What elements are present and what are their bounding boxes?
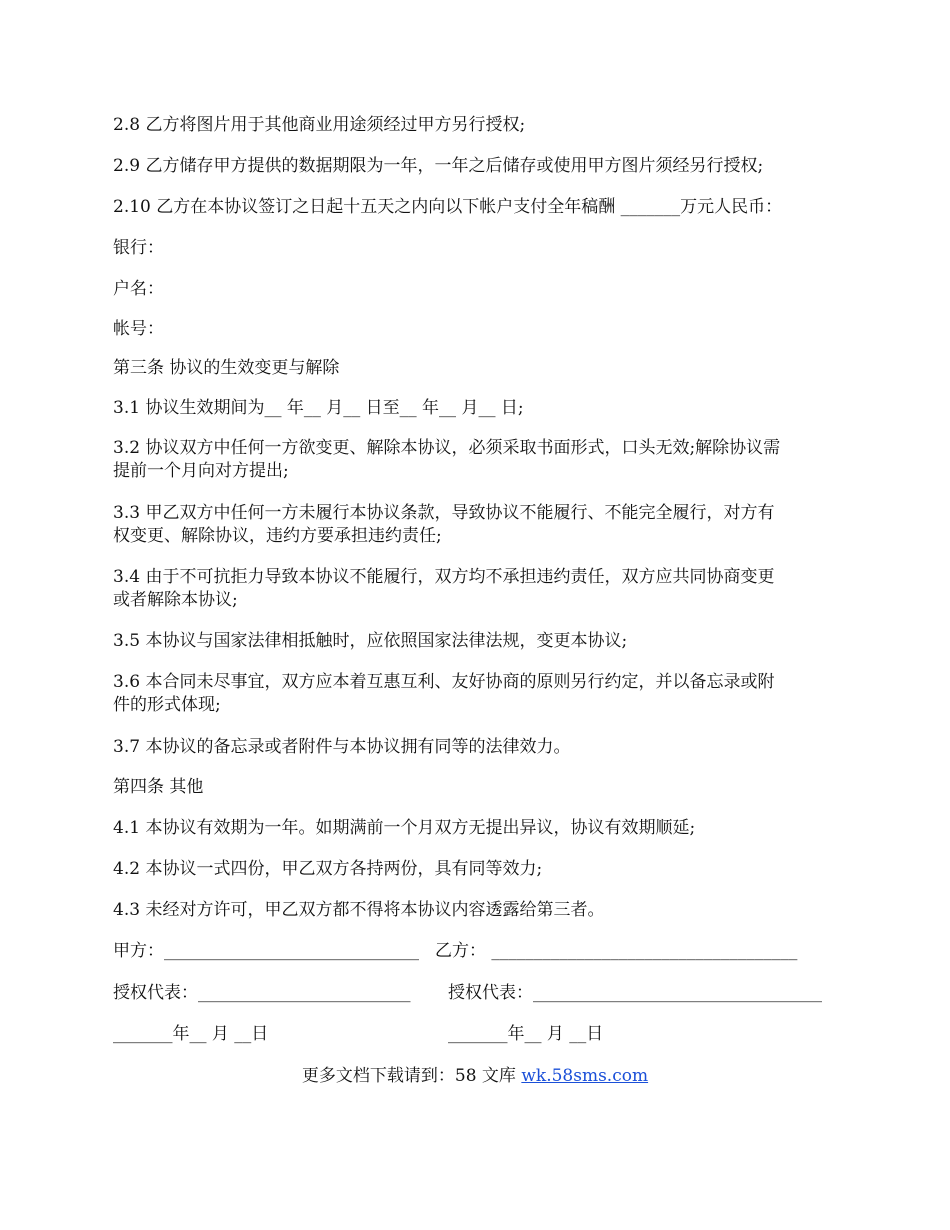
clause-3-2-line1: 3.2 协议双方中任何一方欲变更、解除本协议，必须采取书面形式，口头无效;解除协议需 [113, 438, 781, 458]
section-3-title: 第三条 协议的生效变更与解除 [113, 358, 340, 378]
clause-2-8: 2.8 乙方将图片用于其他商业用途须经过甲方另行授权; [113, 115, 526, 135]
footer-link[interactable]: wk.58sms.com [521, 1066, 649, 1086]
party-a-signature: 甲方：______________________________ [113, 941, 419, 961]
footer [0, 1065, 950, 1087]
clause-3-7: 3.7 本协议的备忘录或者附件与本协议拥有同等的法律效力。 [113, 737, 571, 757]
clause-3-4-line1: 3.4 由于不可抗拒力导致本协议不能履行，双方均不承担违约责任，双方应共同协商变更 [113, 567, 775, 587]
date-b: _______年__ 月 __日 [448, 1024, 604, 1044]
clause-3-3-line1: 3.3 甲乙双方中任何一方未履行本协议条款，导致协议不能履行、不能完全履行，对方有 [113, 503, 775, 523]
clause-3-4-line2: 或者解除本协议; [113, 590, 238, 610]
clause-2-10: 2.10 乙方在本协议签订之日起十五天之内向以下帐户支付全年稿酬 _______万元人民币： [113, 197, 783, 217]
clause-4-3: 4.3 未经对方许可，甲乙双方都不得将本协议内容透露给第三者。 [113, 900, 605, 920]
clause-3-1: 3.1 协议生效期间为__ 年__ 月__ 日至__ 年__ 月__ 日; [113, 398, 524, 418]
account-number-field: 帐号： [113, 319, 164, 339]
clause-3-5: 3.5 本协议与国家法律相抵触时，应依照国家法律法规，变更本协议; [113, 631, 628, 651]
clause-4-2: 4.2 本协议一式四份，甲乙双方各持两份，具有同等效力; [113, 859, 543, 879]
clause-3-3-line2: 权变更、解除协议，违约方要承担违约责任; [113, 526, 442, 546]
clause-3-6-line2: 件的形式体现; [113, 695, 221, 715]
footer-text: 更多文档下载请到：58 文库 [301, 1066, 522, 1086]
clause-2-9: 2.9 乙方储存甲方提供的数据期限为一年，一年之后储存或使用甲方图片须经另行授权; [113, 156, 764, 176]
section-4-title: 第四条 其他 [113, 777, 204, 797]
clause-3-6-line1: 3.6 本合同未尽事宜，双方应本着互惠互利、友好协商的原则另行约定，并以备忘录或附 [113, 672, 775, 692]
account-name-field: 户名： [113, 279, 164, 299]
representative-a: 授权代表：_________________________ [113, 983, 411, 1003]
clause-4-1: 4.1 本协议有效期为一年。如期满前一个月双方无提出异议，协议有效期顺延; [113, 818, 696, 838]
party-b-signature: 乙方： ____________________________________ [435, 941, 798, 961]
date-a: _______年__ 月 __日 [113, 1024, 269, 1044]
clause-3-2-line2: 提前一个月向对方提出; [113, 461, 289, 481]
bank-field: 银行： [113, 238, 164, 258]
representative-b: 授权代表：__________________________________ [448, 983, 822, 1003]
